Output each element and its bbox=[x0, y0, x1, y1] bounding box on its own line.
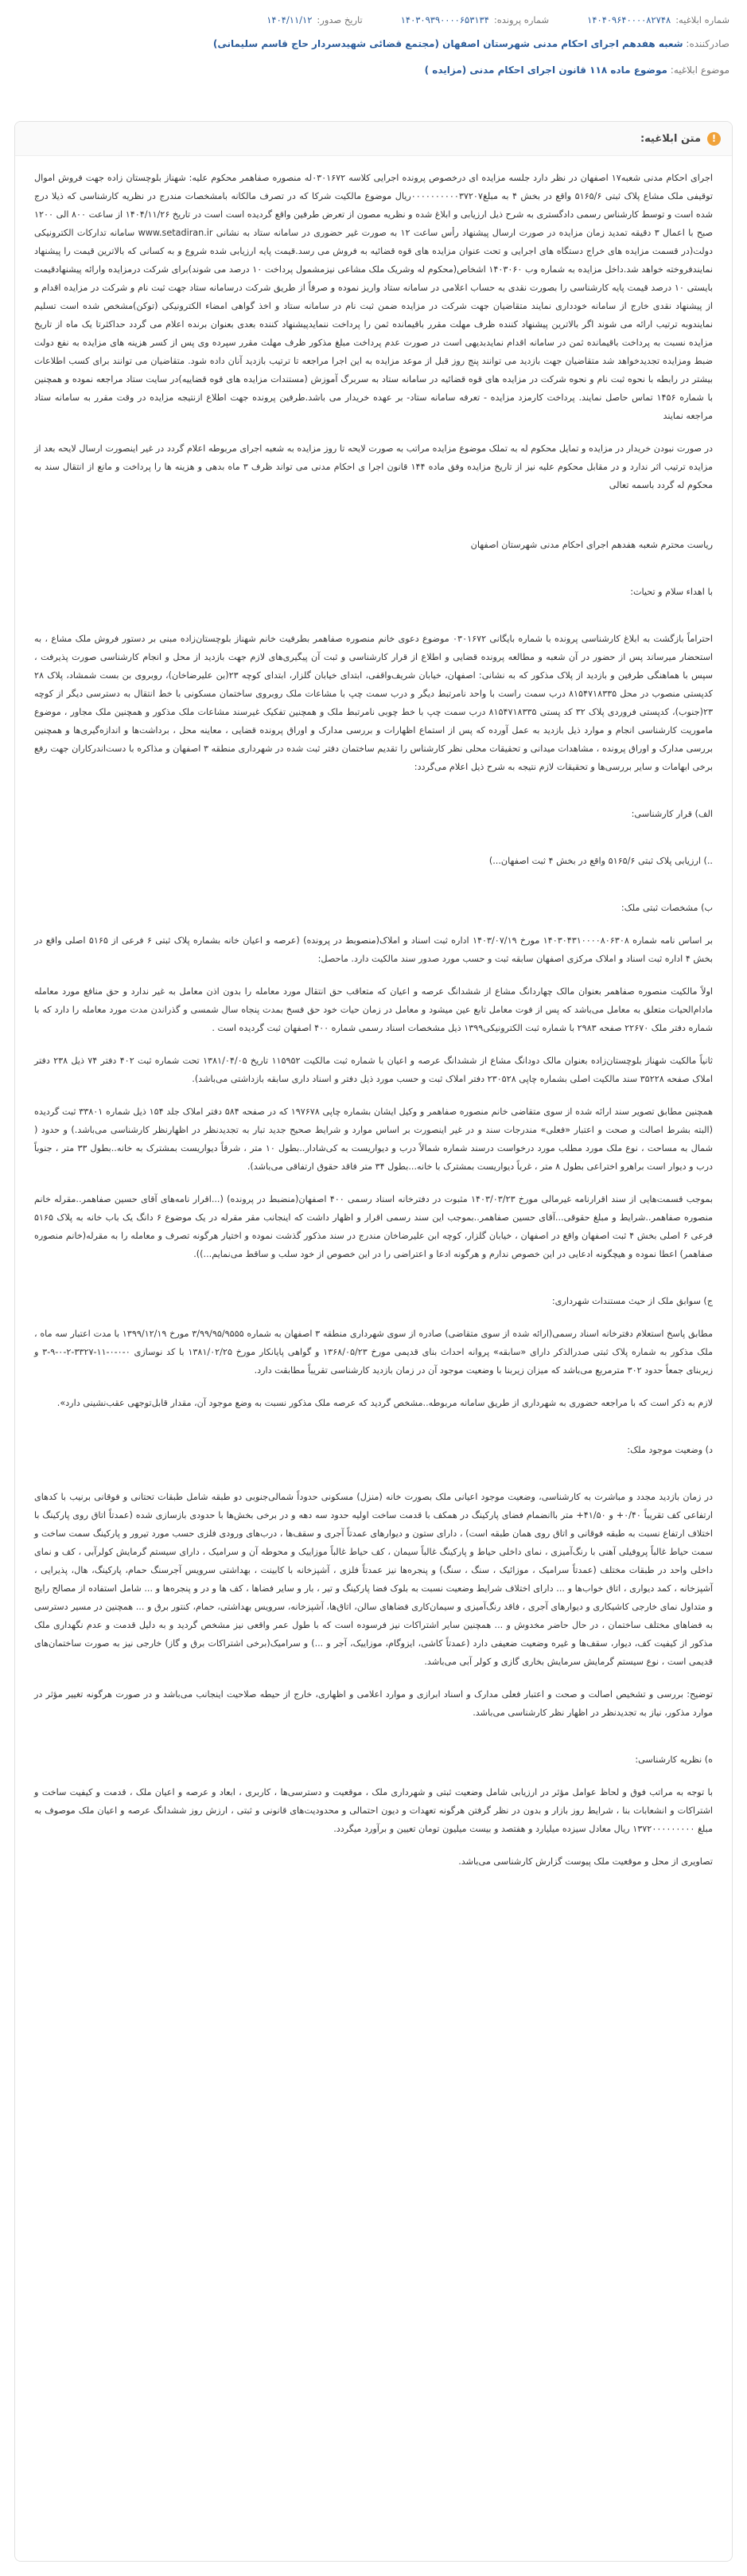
section-heading-c: ج) سوابق ملک از حیث مستندات شهرداری: bbox=[551, 1296, 713, 1306]
section-c-para-2: لازم به ذکر است که با مراجعه حضوری به شهرداری از طریق سامانه مربوطه..مشخص گردید که عرصه ملک مذکور نسبت به وضع موجود آن، مقدار قابل‌توجهی عقب‌نشینی دارد». bbox=[56, 1398, 713, 1408]
section-heading-b: ب) مشخصات ثبتی ملک: bbox=[621, 903, 713, 913]
case-number-label: شماره پرونده: bbox=[493, 14, 550, 25]
case-number-value: ۱۴۰۳۰۹۳۹۰۰۰۰۶۵۳۱۳۴ bbox=[400, 14, 489, 25]
report-intro: احتراماً بازگشت به ابلاغ کارشناسی پرونده با شماره بایگانی ۰۳۰۱۶۷۲ موضوع دعوی خانم منصوره صفاهمر بطرفیت خانم شهناز بلوچستان‌زاده مبنی بر دستور فروش ملک مشاع ، به استحضار میرساند پس از حضور در آن شعبه و مطالعه پرونده قضایی و اطلاع از قرار کارشناسی و ثبت آن پیگیری‌های لازم جهت بازدید از محل و انجام کارشناسی صورت پذیرفت ، سپس با هماهنگی طرفین و بازدید از پلاک مذکور که به نشانی: اصفهان، خیابان شریف‌واقفی، ابتدای خیابان گلزار، ابتدای کوچه ۲۳(بن علیرضاخان)، روبروی بن بست شمشاد، پلاک ۲۸ کدپستی منصوب در محل ۸۱۵۴۷۱۸۳۳۵ درب سمت راست با واحد نامرتبط دیگر و درب سمت چپ با مشاعات ملک روبروی ساختمان مسکونی با خط انتقال به دسترسی دیگر از کوچه ۲۳(جنوب)، کدپستی فروردی پلاک ۳۲ کد پستی ۸۱۵۴۷۱۸۳۳۵ درب سمت چپ با خط چوبی نامرتبط ملک و همچنین تفکیک غیرسند مشاعات ملک مذکور و همچنین ملک مجاور ، موضوع ماموریت کارشناسی انجام و موارد ذیل بازدید به عمل آورده که پس از استماع اظهارات و بررسی مدارک و اوراق پرونده قضایی ، معاینه محل ، برداشت‌ها و اندازه‌گیری‌ها و همچنین بررسی مدارک و اوراق پرونده ، مشاهدات میدانی و تحقیقات محلی نظر کارشناس را تقدیم ساختمان دفتر ثبت شده در شهرداری منطقه ۳ اصفهان و مذاکره با دست‌اندرکاران جهت رفع برخی ابهامات و سایر بررسی‌ها و تحقیقات لازم نتیجه به شرح ذیل اعلام می‌گردد: bbox=[34, 634, 714, 772]
attachments-note: تصاویری از محل و موقعیت ملک پیوست گزارش کارشناسی می‌باشد. bbox=[458, 1856, 713, 1867]
section-heading-e: ه) نظریه کارشناسی: bbox=[635, 1754, 713, 1765]
order-number-label: شماره ابلاغیه: bbox=[675, 14, 729, 25]
section-b-para-4: همچنین مطابق تصویر سند ارائه شده از سوی متقاضی خانم منصوره صفاهمر و وکیل ایشان بشماره چاپی ۱۹۷۶۷۸ که در صفحه ۵۸۴ دفتر املاک جلد ۱۵۴ ذیل شماره ۳۳۸۰۱ ثبت گردیده (البته بشرط اصالت و صحت و اعتبار «فعلی» مندرجات سند و در غیر اینصورت بر اساس موارد و شرایط صحیح جدید تبار به تجدیدنظر در اظهارنظر کارشناسی می‌باشد.) و حدود ( شمال به مساحت ، نوع ملک مورد مطلب مورد درخواست درسند شماره شمالاً درب و دیواریست به کی‌شادار..بطول ۱۰ متر ، شرقاً دیواریست بمشترک به خانه..بطول ۳۳ متر ، جنوباً درب و دیوار است براهرو اختراعی بطول ۸ متر ، غرباً دیواریست بمشترک با خانه...بطول ۳۴ متر فاقد حقوق ارتفاقی می‌باشد). bbox=[34, 1107, 713, 1172]
issue-date-value: ۱۴۰۴/۱۱/۱۲ bbox=[267, 14, 313, 25]
subject-value: موضوع ماده ۱۱۸ قانون اجرای احکام مدنی (مزایده ) bbox=[424, 64, 667, 76]
section-b-para-3: ثانیاً مالکیت شهناز بلوچستان‌زاده بعنوان مالک دودانگ مشاع از ششدانگ عرصه و اعیان با شماره ثبت مالکیت ۱۱۵۹۵۲ تاریخ ۱۳۸۱/۰۴/۰۵ تحت شماره ثبت ۴۰۲ دفتر ۷۴ ذیل ۲۳۸ دفتر املاک صفحه ۳۵۲۲۸ سند مالکیت اصلی بشماره چاپی ۲۳۰۵۲۸ دفتر املاک ثبت و حسب مورد ذیل دفتر و اسناد داری سابقه بازداشتی می‌باشد). bbox=[34, 1056, 713, 1084]
section-b-para-5: بموجب قسمت‌هایی از سند اقرارنامه غیرمالی مورخ ۱۴۰۳/۰۳/۲۳ مثبوت در دفترخانه اسناد رسمی ۴۰۰ اصفهان(منضبط در پرونده) (...اقرار نامه‌های آقای حسین صفاهمر..مقرله خانم منصوره صفاهمر..شرایط و مبلغ حقوقی...آقای حسین صفاهمر..بموجب این سند رسمی اقرار و اظهار داشت که اینجانب مقر مقرله در یک موضوع ۶ دانگ یک باب خانه به پلاک ۵۱۶۵ فرعی ۶ اصلی بخش ۴ ثبت اصفهان واقع در اصفهان ، خیابان گلزار، کوچه ابن علیرضاخان مندرج در سند مذکور گذشت نموده و اختیار هرگونه تصرف و معامله را به مقرله(خانم منصوره صفاهمر) اعطا نموده و هیچگونه ادعایی در این خصوص ندارم و هرگونه ادعا و اعتراضی را در این خصوص از خود سلب و ساقط می‌نمایم...)). bbox=[34, 1194, 714, 1259]
notice-text-card bbox=[14, 121, 733, 2562]
issue-date-label: تاریخ صدور: bbox=[317, 14, 363, 25]
meta-row bbox=[18, 14, 729, 25]
section-c-para-1: مطابق پاسخ استعلام دفترخانه اسناد رسمی(ارائه شده از سوی متقاضی) صادره از سوی شهرداری منطقه ۳ اصفهان به شماره ۳/۹۹/۹۵/۹۵۵۵ مورخ ۱۳۹۹/۱۲/۱۹ با مدت اعتبار سه ماه ، ملک مذکور به شماره پلاک ثبتی صدرالذکر دارای «سابقه» پروانه احداث بنای قدیمی مورخ ۱۳۶۸/۰۵/۲۳ و گواهی پایانکار مورخ ۱۳۸۱/۰۲/۲۵ با کد نوسازی ۰-۰-۰-۱۱-۳۳۲۷-۲-۰-۹-۳ و زیربنای جمعاً حدود ۳۰۲ مترمربع می‌باشد که میزان زیربنا با وضعیت موجود آن در زمان بازدید کارشناسی تقریباً مطابقت دارد. bbox=[34, 1329, 714, 1376]
issue-date bbox=[267, 14, 363, 25]
info-icon: ! bbox=[707, 132, 721, 146]
auction-conditions: در صورت نبودن خریدار در مزایده و تمایل محکوم له به تملک موضوع مزایده مراتب به صورت لایحه تا روز مزایده به شعبه اجرای مربوطه اعلام گردد در غیر اینصورت ارسال لایحه بعد از مزایده ترتیب اثر ندارد و در مقابل محکوم علیه نیز از تاریخ مزایده وفق ماده ۱۴۴ قانون اجرا ی احکام مدنی می تواند ظرف ۳ ماه بدهی و هزینه ها را پرداخت و مانع از انتقال سند به محکوم له گردد باسمه تعالی bbox=[34, 443, 713, 490]
order-number-value: ۱۴۰۴۰۹۶۴۰۰۰۰۸۲۷۴۸ bbox=[587, 14, 671, 25]
issuer-label: صادرکننده: bbox=[686, 38, 729, 49]
disclaimer-note: توضیح: بررسی و تشخیص اصالت و صحت و اعتبار فعلی مدارک و اسناد ابرازی و موارد اعلامی و اظهاری، خارج از حیطه صلاحیت اینجانب می‌باشد و در صورت هرگونه تغییر مؤثر در موارد مذکور، نیاز به تجدیدنظر در اظهار نظر کارشناسی می‌باشد. bbox=[34, 1689, 713, 1718]
section-a-content: ..) ارزیابی پلاک ثبتی ۵۱۶۵/۶ واقع در بخش ۴ ثبت اصفهان...) bbox=[488, 856, 713, 866]
issuer-value: شعبه هفدهم اجرای احکام مدنی شهرستان اصفهان (مجتمع قضائی شهیدسردار حاج قاسم سلیمانی) bbox=[212, 38, 683, 49]
section-heading-a: الف) قرار کارشناسی: bbox=[631, 809, 713, 819]
card-header bbox=[15, 122, 732, 156]
auction-announcement: اجرای احکام مدنی شعبه۱۷ اصفهان در نظر دارد جلسه مزایده ای درخصوص پرونده اجرایی کلاسه ۰۳۰۱۶۷۲له منصوره صفاهمر محکوم علیه: شهناز بلوچستان زاده جهت فروش اموال توقیفی ملک مشاع پلاک ثبتی ۵۱۶۵/۶ واقع در بخش ۴ به مبلغ۰۰۰۰۰۰۰۰۰۰۳۷۲۰۷ریال موضوع مالکیت شرکا که در تصرف مالکانه بامشخصات مندرج در نظریه کارشناسی که ذیلا درج شده است و توسط کارشناس رسمی دادگستری به شرح ذیل ارزیابی و ابلاغ شده و نظریه مصون از تعرض طرفین واقع گردیده است است در تاریخ ۱۴۰۴/۱۱/۲۶ از ساعت ۸۰۰ الی ۱۲۰۰ صبح با اعمال ۳ دقیقه تمدید زمان مزایده در صورت ارسال پیشنهاد رأس ساعت ۱۲ به صورت غیر حضوری در سامانه ستاد به نشانی www.setadiran.ir سامانه تدارکات الکترونیکی دولت(در قسمت مزایده های خراج دستگاه های اجرایی و تحت عنوان مزایده های قوه قضائیه به فروش می رسد.قیمت پایه ارزیابی شده شروع و به کسانی که بالاترین قیمت را پیشنهاد نمایندفروخته خواهد شد.داخل مزایده به شماره وب ۱۴۰۳۰۶۰ اشخاص(محکوم له وشریک ملک مشاعی نیزمشمول پرداخت ۱۰ درصد می شوند)برای شرکت درمزایده وارائه پیشنهادقیمت بایستی ۱۰ درصد قیمت پایه کارشناسی را بصورت نقدی به حساب اعلامی در سامانه ستاد واریز نموده و صرفاً از طریق شرکت درسامانه ستاد جهت ثبت نام و شرکت در مزایده اقدام و از پیشنهاد نقدی خارج از سامانه خودداری نمایند متقاضیان جهت شرکت در مزایده ضمن ثبت نام در سامانه ستاد و اخذ گواهی امضاء الکترونیکی (توکن)مشخص شده است تسلیم نمایندوبه ترتیب ارائه می شوند اگر بالاترین پیشنهاد کننده ظرف مهلت مقرر باقیمانده ثمن را پرداخت ننمایدپیشنهاد کننده بعدی بعنوان برنده اعلام می گردد حداکثرتا یک ماه از تاریخ مزایده نسبت به پرداخت باقیمانده ثمن در سامانه اقدام نمایدبدیهی است در صورت عدم پرداخت مبلغ مذکور ظرف مهلت مقرر سپرده وی پس از کسر هزینه های مزایده به نفع دولت ضبط ومزایده تجدیدخواهد شد متقاضیان جهت بازدید می توانند پنج روز قبل از موعد مزایده به این اجرا مراجعه تا ترتیب بازدید آنان داده شود. متقاضیان می توانند برای کسب اطلاعات بیشتر در رابطه با نحوه ثبت نام و نحوه شرکت در مزایده های قوه قضائیه در سامانه ستاد به سربرگ آموزش (مستندات مزایده های قوه قضاییه)در سایت ستاد مراجعه نموده و همچنین با شماره ۱۴۵۶ تماس حاصل نمایند. پرداخت کارمزد مزایده - تعرفه سامانه ستاد- بر عهده خریدار می باشد.طرفین پرونده جهت اطلاع ازنتیجه مزایده در وقت مقرر به سامانه ستاد مراجعه نمایند bbox=[34, 173, 714, 421]
report-addressee: ریاست محترم شعبه هفدهم اجرای احکام مدنی شهرستان اصفهان bbox=[470, 540, 713, 550]
issuer-row bbox=[18, 36, 729, 52]
card-title: متن ابلاغیه: bbox=[640, 132, 701, 145]
subject-row bbox=[18, 62, 729, 78]
case-number bbox=[401, 14, 549, 25]
section-d-content: در زمان بازدید مجدد و مباشرت به کارشناسی، وضعیت موجود اعیانی ملک بصورت خانه (منزل) مسکونی حدوداً شمالی‌جنوبی دو طبقه شامل طبقات تحتانی و فوقانی برنیب با کدهای ارتفاعی کف تقریباً ۰/۴۰+ و ۴۱/۵۰+ متر باانضمام فضای پارکینگ در همکف با قدمت ساخت اولیه حدود سه دهه و در برخی بخش‌ها با حدودی بازسازی شده (عمدتاً اتاق روی پارکینگ با اختلاف ارتفاع نسبت به طبقه فوقانی و اتاق روی همان طبقه است) ، دارای ستون و دیوارهای عمدتاً آجری و سقف‌ها ، درب‌های ورودی فلزی حسب مورد تیرور و پارکینگ سمت ساخت و سمت حیاط غالباً پروفیلی آهنی با رنگ‌آمیزی ، نمای داخلی حیاط و پارکینگ غالباً سیمان ، کف حیاط غالباً موزاییک و محوطه آن و سرامیک ، دارای سیستم گرمایش کولرآبی ، کف و نمای داخلی واحد در طبقات مختلف (عمدتاً سرامیک ، موزائیک ، سنگ ، سنگ) و پنجره‌ها نیز عمدتاً فلزی ، آشپزخانه با کابینت ، بهداشتی سرویس آجرسنگ حمام، پارکینگ، هال، پذیرایی ، آشپزخانه ، کمد دیواری ، اتاق خواب‌ها و ... دارای اختلاف شرایط وضعیت نسبت به بلوک فضا پارکینگ و تیر ، بار و سایر فضاها ، کف ها و در و پنجره‌ها و ... شامل استفاده از مصالح رایج و متداول نمای خارجی کاشیکاری و دیوارهای آجری ، فاقد رنگ‌آمیزی و سیمان‌کاری فضاهای سالن، اتاق‌ها، آشپزخانه، سرویس بهداشتی، حمام، کنتور برق و ... همچنین در مسیر دسترسی به فضاهای مختلف ساختمان ، در حال حاضر مخدوش و ... همچنین سایر اشتراکات نیز فرسوده است که با طول عمر واقعی نیز مشخص گردید و به دلیل قدمت و عدم نگهداری ملک مذکور از کیفیت کف، دیوار، سقف‌ها و غیره وضعیت ضعیفی دارد (عمدتاً کاشی، ایزوگام، موزاییک، آجر و ...) و سرامیک(برخی اشتراکات برق و گاز) خارجی نیز به صورت ساختمان‌های قدیمی است ، نوع سیستم گرمایش سرمایش بخاری گازی و کولر آبی می‌باشد. bbox=[34, 1492, 713, 1667]
greeting: با اهداء سلام و تحیات: bbox=[630, 587, 713, 597]
notice-header bbox=[0, 0, 747, 78]
section-b-para-2: اولاً مالکیت منصوره صفاهمر بعنوان مالک چهاردانگ مشاع از ششدانگ عرصه و اعیان که متعاقب حق انتقال مورد معامله را بدون اذن معامل به غیر ندارد و حق منافع مورد معامله مادام‌الحیات متعلق به معامل می‌باشد که پس از فوت معامل تابع عین میشود و معامل در زمان حیات خود حق فسخ بمدت پنجاه سال شمسی و گذراندن مدت مورد معامله را دارد که با شماره دفتر ملک ۲۲۶۷۰ صفحه ۲۹۸۳ با شماره ثبت الکترونیکی۱۳۹۹ ذیل مشخصات اسناد رسمی شماره ۴۰۰ اصفهان ثبت گردیده است . bbox=[34, 986, 713, 1033]
section-b-para-1: بر اساس نامه شماره ۱۴۰۳۰۴۳۱۰۰۰۰۸۰۶۳۰۸ مورخ ۱۴۰۳/۰۷/۱۹ اداره ثبت اسناد و املاک(منصوبط در پرونده) (عرصه و اعیان خانه بشماره پلاک ثبتی ۶ فرعی از ۵۱۶۵ اصلی واقع در بخش ۴ اداره ثبت اسناد و املاک مرکزی اصفهان سابقه ثبت و حسب مورد صدور سند مالکیت دارد. ماحصل: bbox=[34, 935, 714, 964]
order-number bbox=[587, 14, 729, 25]
expert-opinion: با توجه به مراتب فوق و لحاظ عوامل مؤثر در ارزیابی شامل وضعیت ثبتی و شهرداری ملک ، موقعیت و دسترسی‌ها ، کاربری ، ابعاد و عرصه و اعیان ملک ، قدمت و کیفیت ساخت و اشتراکات و انشعابات بنا ، شرایط روز بازار و بدون در نظر گرفتن هرگونه تعهدات و دیون احتمالی و محدودیت‌های قانونی و ثبتی ، ارزش روز ششدانگ عرصه و اعیان ملک موصوف به مبلغ ۱۳۷۲۰۰۰۰۰۰۰۰۰ ریال معادل سیزده میلیارد و هفتصد و بیست میلیون تومان تعیین و برآورد میگردد. bbox=[34, 1787, 713, 1834]
card-body bbox=[15, 156, 732, 1893]
subject-label: موضوع ابلاغیه: bbox=[670, 64, 729, 76]
section-heading-d: د) وضعیت موجود ملک: bbox=[627, 1445, 713, 1455]
